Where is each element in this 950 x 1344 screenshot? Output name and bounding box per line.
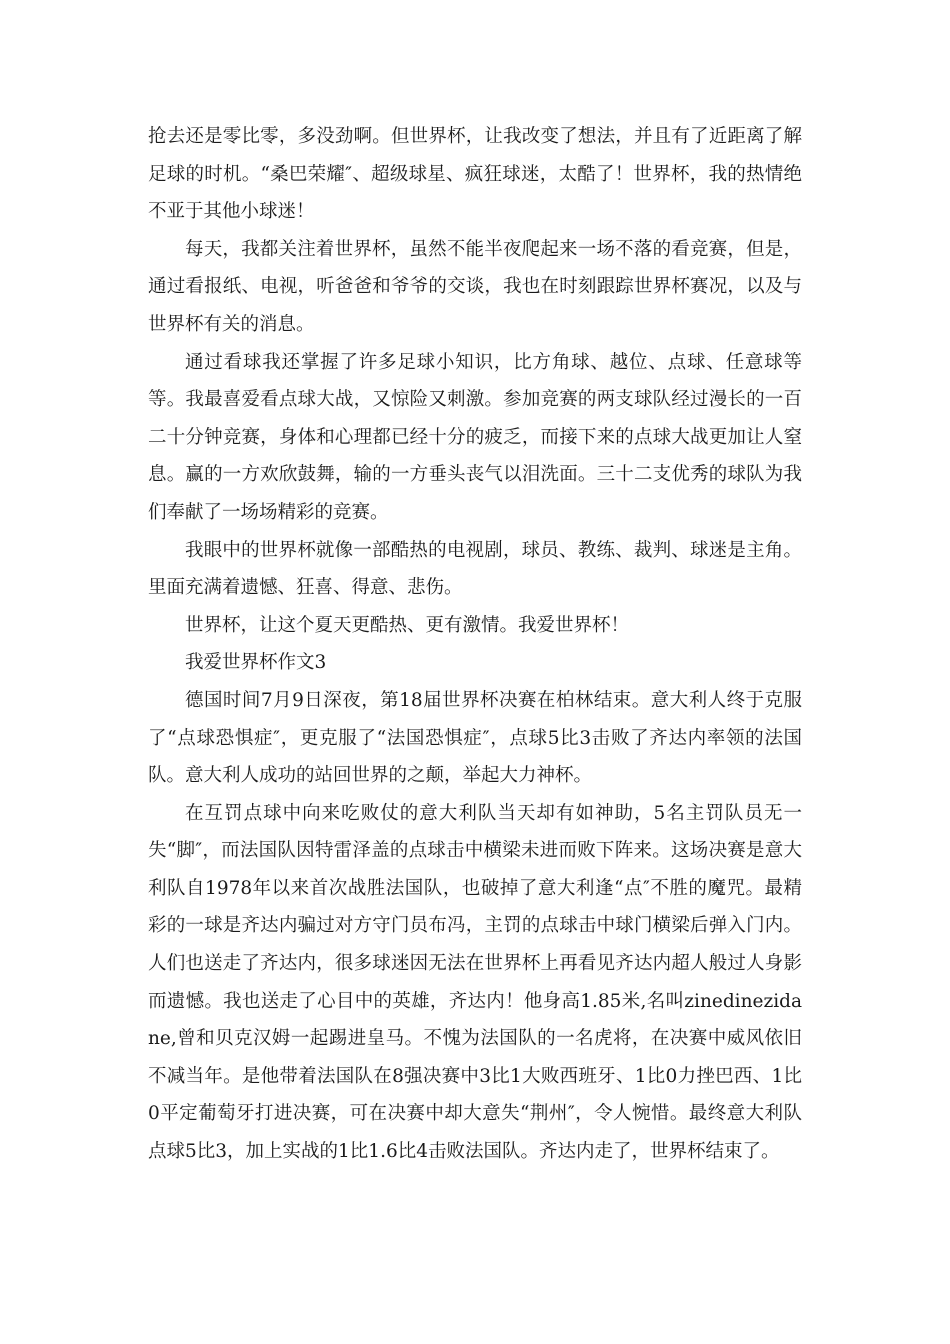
paragraph: 在互罚点球中向来吃败仗的意大利队当天却有如神助，5名主罚队员无一失“脚″，而法国队因特雷泽盖的点球击中横梁未进而败下阵来。这场决赛是意大利队自1978年以来首次战胜法国队，也破掉了意大利逢“点″不胜的魔咒。最精彩的一球是齐达内骗过对方守门员布冯，主罚的点球击中球门横梁后弹入门内。人们也送走了齐达内，很多球迷因无法在世界杯上再看见齐达内超人般过人身影而遗憾。我也送走了心目中的英雄，齐达内！他身高1.85米,名叫zinedinezidane,曾和贝克汉姆一起踢进皇马。不愧为法国队的一名虎将，在决赛中威风依旧不减当年。是他带着法国队在8强决赛中3比1大败西班牙、1比0力挫巴西、1比0平定葡萄牙打进决赛，可在决赛中却大意失“荆州″，令人惋惜。最终意大利队点球5比3，加上实战的1比1.6比4击败法国队。齐达内走了，世界杯结束了。 [148,802,802,1163]
paragraph: 世界杯，让这个夏天更酷热、更有激情。我爱世界杯！ [185,614,630,636]
paragraph: 每天，我都关注着世界杯，虽然不能半夜爬起来一场不落的看竞赛，但是，通过看报纸、电视，听爸爸和爷爷的交谈，我也在时刻跟踪世界杯赛况，以及与世界杯有关的消息。 [148,238,802,335]
paragraph: 我眼中的世界杯就像一部酷热的电视剧，球员、教练、裁判、球迷是主角。里面充满着遗憾、狂喜、得意、悲伤。 [148,539,802,599]
document-body [148,118,802,1171]
section-heading: 我爱世界杯作文3 [185,652,327,674]
paragraph-continued: 抢去还是零比零，多没劲啊。但世界杯，让我改变了想法，并且有了近距离了解足球的时机。“桑巴荣耀″、超级球星、疯狂球迷，太酷了！世界杯，我的热情绝不亚于其他小球迷！ [148,126,802,223]
paragraph: 德国时间7月9日深夜，第18届世界杯决赛在柏林结束。意大利人终于克服了“点球恐惧症″，更克服了“法国恐惧症″，点球5比3击败了齐达内率领的法国队。意大利人成功的站回世界的之颠，举起大力神杯。 [148,689,802,787]
paragraph: 通过看球我还掌握了许多足球小知识，比方角球、越位、点球、任意球等等。我最喜爱看点球大战，又惊险又刺激。参加竞赛的两支球队经过漫长的一百二十分钟竞赛，身体和心理都已经十分的疲乏，而接下来的点球大战更加让人窒息。赢的一方欢欣鼓舞，输的一方垂头丧气以泪洗面。三十二支优秀的球队为我们奉献了一场场精彩的竞赛。 [148,351,802,523]
